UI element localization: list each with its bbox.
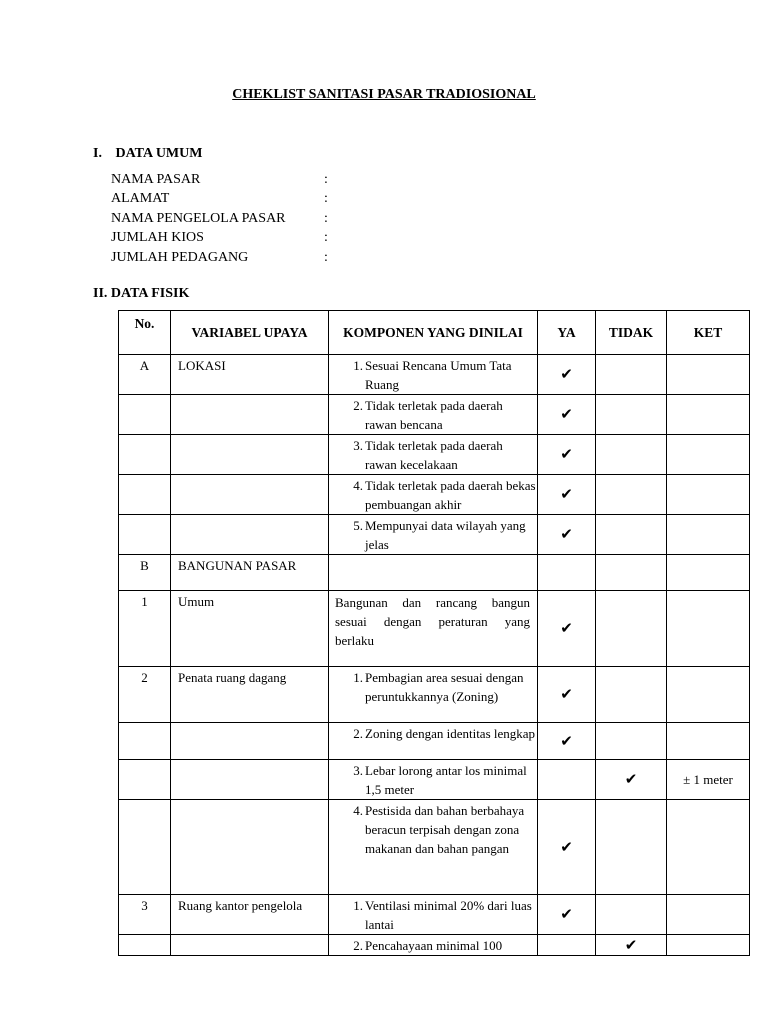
variabel-cell: Ruang kantor pengelola: [171, 895, 329, 935]
header-ket: KET: [667, 311, 750, 355]
table-row: [119, 723, 750, 760]
checkmark-icon: ✔: [560, 445, 573, 463]
tidak-cell: [596, 475, 667, 515]
list-item-number: 5.: [353, 518, 363, 533]
info-colon: :: [324, 210, 328, 226]
komponen-cell: [329, 895, 538, 935]
section-heading: DATA FISIK: [110, 286, 190, 301]
row-number-cell: [119, 475, 171, 515]
info-colon: :: [324, 230, 328, 246]
list-item: [329, 435, 537, 474]
komponen-cell: [329, 355, 538, 395]
checkmark-icon: ✔: [624, 770, 638, 788]
tidak-cell: [596, 800, 667, 895]
list-item-text: Pembagian area sesuai dengan peruntukkannya (Zoning): [365, 670, 524, 704]
variabel-cell: [171, 935, 329, 956]
list-item-number: 2.: [353, 726, 363, 741]
ket-cell: [667, 667, 750, 723]
header-komponen: KOMPONEN YANG DINILAI: [329, 311, 538, 355]
checkmark-icon: ✔: [560, 837, 573, 856]
table-row: [119, 515, 750, 555]
info-label: NAMA PENGELOLA PASAR: [111, 210, 286, 226]
tidak-cell: [596, 667, 667, 723]
list-item: [329, 935, 537, 955]
checkmark-icon: ✔: [560, 905, 573, 923]
info-colon: :: [324, 172, 328, 187]
ya-cell: [538, 591, 596, 667]
list-item-number: 2.: [353, 938, 363, 953]
checkmark-icon: ✔: [560, 619, 573, 637]
variabel-cell: Umum: [171, 591, 329, 667]
info-row-nama-pengelola: [111, 209, 334, 228]
variabel-cell: [171, 723, 329, 760]
list-item-text: Lebar lorong antar los minimal 1,5 meter: [365, 763, 527, 797]
header-tidak: TIDAK: [596, 311, 667, 355]
variabel-cell: [171, 515, 329, 555]
tidak-cell: [596, 515, 667, 555]
tidak-cell: [596, 935, 667, 956]
table-row: [119, 555, 750, 591]
row-number-cell: [119, 800, 171, 895]
list-item-text: Tidak terletak pada daerah bekas pembuangan akhir: [365, 478, 536, 512]
list-item: [329, 395, 537, 434]
table-row: [119, 935, 750, 956]
list-item: [329, 355, 537, 394]
list-item-text: Tidak terletak pada daerah rawan bencana: [365, 398, 503, 432]
table-row: [119, 800, 750, 895]
section-number: II.: [93, 286, 108, 301]
list-item-text: Ventilasi minimal 20% dari luas lantai: [365, 898, 532, 932]
ya-cell: [538, 895, 596, 935]
general-info-list: [111, 170, 334, 267]
row-number-cell: [119, 935, 171, 956]
tidak-cell: [596, 723, 667, 760]
list-item-text: Pestisida dan bahan berbahaya beracun terpisah dengan zona makanan dan bahan pangan: [365, 803, 525, 856]
ket-cell: [667, 800, 750, 895]
list-item-text: Sesuai Rencana Umum Tata Ruang: [365, 358, 512, 392]
list-item: [329, 475, 537, 514]
info-row-jumlah-pedagang: [111, 248, 334, 267]
variabel-cell: [171, 800, 329, 895]
list-item-number: 2.: [353, 398, 363, 413]
komponen-cell: [329, 800, 538, 895]
komponen-cell: [329, 723, 538, 760]
list-item-number: 3.: [353, 763, 363, 778]
komponen-cell: [329, 760, 538, 800]
list-item: [329, 667, 537, 706]
list-item-text: Tidak terletak pada daerah rawan kecelakaan: [365, 438, 503, 472]
ya-cell: [538, 355, 596, 395]
komponen-cell: [329, 667, 538, 723]
komponen-cell: [329, 515, 538, 555]
ket-cell: [667, 475, 750, 515]
variabel-cell: BANGUNAN PASAR: [171, 555, 329, 591]
ket-cell: [667, 515, 750, 555]
list-item-text: Zoning dengan identitas lengkap: [365, 726, 536, 741]
table-row: [119, 355, 750, 395]
row-number-cell: [119, 760, 171, 800]
row-number-cell: 1: [119, 591, 171, 667]
ya-cell: [538, 723, 596, 760]
info-row-jumlah-kios: [111, 228, 334, 247]
list-item: [329, 723, 537, 743]
ya-cell: [538, 435, 596, 475]
checkmark-icon: ✔: [560, 731, 573, 750]
checkmark-icon: ✔: [560, 685, 573, 703]
komponen-cell: [329, 435, 538, 475]
row-number-cell: 3: [119, 895, 171, 935]
ya-cell: [538, 555, 596, 591]
variabel-cell: [171, 435, 329, 475]
tidak-cell: [596, 591, 667, 667]
list-item: [329, 760, 537, 799]
variabel-cell: LOKASI: [171, 355, 329, 395]
info-colon: :: [324, 191, 328, 207]
checkmark-icon: ✔: [560, 405, 573, 423]
ya-cell: [538, 475, 596, 515]
variabel-cell: Penata ruang dagang: [171, 667, 329, 723]
variabel-cell: [171, 395, 329, 435]
table-row: [119, 591, 750, 667]
ket-cell: [667, 355, 750, 395]
variabel-cell: [171, 760, 329, 800]
tidak-cell: [596, 555, 667, 591]
row-number-cell: [119, 395, 171, 435]
ya-cell: [538, 760, 596, 800]
list-item-number: 4.: [353, 478, 363, 493]
list-item: [329, 800, 537, 858]
section-data-fisik-heading: [93, 286, 189, 302]
header-row: [119, 311, 750, 355]
row-number-cell: [119, 435, 171, 475]
ket-cell: [667, 895, 750, 935]
section-data-umum-heading: [93, 146, 202, 162]
komponen-cell: [329, 591, 538, 667]
document-title: CHEKLIST SANITASI PASAR TRADIOSIONAL: [232, 87, 536, 102]
komponen-cell: [329, 935, 538, 956]
info-label: NAMA PASAR: [111, 172, 201, 187]
ket-cell: [667, 935, 750, 956]
list-item-text: Mempunyai data wilayah yang jelas: [365, 518, 526, 552]
table-row: [119, 760, 750, 800]
row-number-cell: B: [119, 555, 171, 591]
ya-cell: [538, 935, 596, 956]
variabel-cell: [171, 475, 329, 515]
list-item: [329, 515, 537, 554]
list-item-text: Pencahayaan minimal 100: [365, 938, 503, 953]
header-no: No.: [119, 311, 171, 355]
table-row: [119, 895, 750, 935]
header-ya: YA: [538, 311, 596, 355]
info-row-alamat: [111, 189, 334, 208]
list-item-number: 1.: [353, 670, 363, 685]
checkmark-icon: ✔: [624, 935, 638, 954]
table-row: [119, 475, 750, 515]
info-label: JUMLAH KIOS: [111, 230, 204, 246]
komponen-text: Bangunan dan rancang bangun sesuai dengan peraturan yang berlaku: [335, 595, 530, 648]
tidak-cell: [596, 435, 667, 475]
ket-cell: [667, 435, 750, 475]
ket-cell: [667, 555, 750, 591]
checkmark-icon: ✔: [560, 485, 573, 503]
info-label: ALAMAT: [111, 191, 170, 207]
komponen-cell: [329, 395, 538, 435]
komponen-cell: [329, 555, 538, 591]
tidak-cell: [596, 395, 667, 435]
row-number-cell: 2: [119, 667, 171, 723]
tidak-cell: [596, 355, 667, 395]
list-item-number: 3.: [353, 438, 363, 453]
ket-cell: [667, 591, 750, 667]
info-colon: :: [324, 249, 328, 265]
list-item-number: 1.: [353, 898, 363, 913]
tidak-cell: [596, 895, 667, 935]
header-variabel: VARIABEL UPAYA: [171, 311, 329, 355]
info-row-nama-pasar: [111, 170, 334, 189]
checklist-table: [118, 310, 750, 956]
list-item-number: 4.: [353, 803, 363, 818]
section-heading: DATA UMUM: [115, 146, 203, 161]
table-row: [119, 667, 750, 723]
ya-cell: [538, 515, 596, 555]
table-row: [119, 395, 750, 435]
checkmark-icon: ✔: [560, 365, 573, 383]
row-number-cell: [119, 723, 171, 760]
ya-cell: [538, 800, 596, 895]
komponen-cell: [329, 475, 538, 515]
ket-cell: ± 1 meter: [667, 760, 750, 800]
ya-cell: [538, 395, 596, 435]
list-item-number: 1.: [353, 358, 363, 373]
row-number-cell: A: [119, 355, 171, 395]
row-number-cell: [119, 515, 171, 555]
table-row: [119, 435, 750, 475]
ket-cell: [667, 395, 750, 435]
ket-cell: [667, 723, 750, 760]
section-number: I.: [93, 146, 102, 161]
tidak-cell: [596, 760, 667, 800]
checkmark-icon: ✔: [560, 525, 573, 543]
list-item: [329, 895, 537, 934]
info-label: JUMLAH PEDAGANG: [111, 249, 249, 265]
ya-cell: [538, 667, 596, 723]
